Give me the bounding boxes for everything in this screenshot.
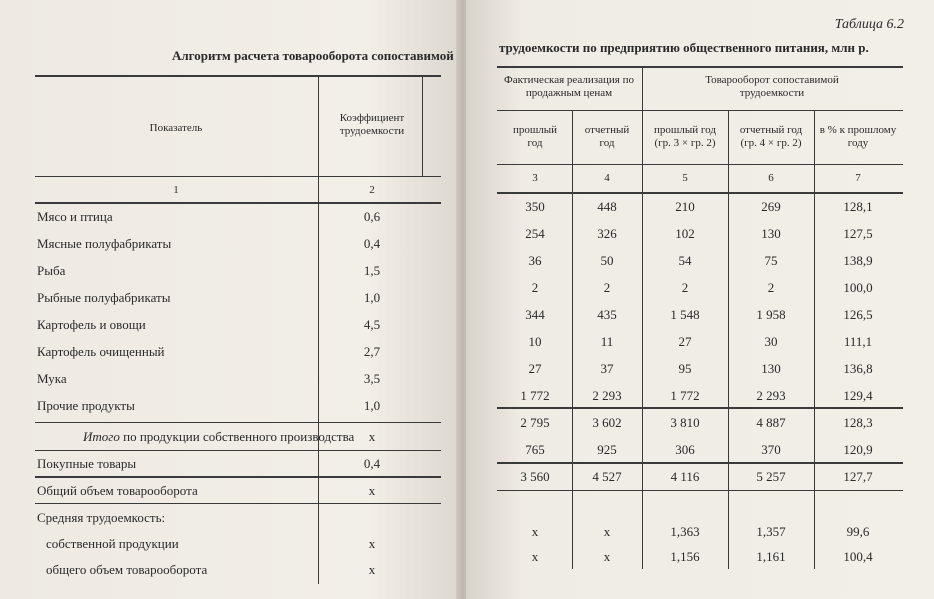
rule — [35, 75, 441, 77]
cell: 128,3 — [843, 415, 873, 430]
rule — [497, 164, 903, 165]
row-label: Картофель и овощи — [37, 317, 146, 332]
cell: 765 — [525, 442, 545, 457]
row-value: 0,6 — [363, 209, 381, 224]
subhead-3: прошлый год — [512, 124, 558, 149]
cell: 370 — [761, 442, 781, 457]
col-divider — [814, 111, 815, 569]
cell: 129,4 — [843, 388, 873, 403]
itogo-italic: Итого — [83, 429, 120, 444]
cell: 127,7 — [843, 469, 873, 484]
cell: 1 772 — [670, 388, 700, 403]
col-num-1: 1 — [173, 184, 179, 196]
cell: 128,1 — [843, 199, 873, 214]
itogo-rest: по продукции собственного производства — [123, 429, 355, 444]
row-value: 1,0 — [363, 398, 381, 413]
cell: 50 — [600, 253, 614, 268]
itogo-value: х — [368, 429, 376, 444]
cell: 37 — [600, 361, 614, 376]
header-group-sales: Фактическая реализация по продажным ценам — [504, 74, 634, 99]
col-num-7: 7 — [855, 172, 861, 184]
cell: 2 — [767, 280, 775, 295]
rule — [497, 407, 903, 409]
rule — [35, 176, 441, 177]
cell: 4 887 — [756, 415, 786, 430]
row-label: Прочие продукты — [37, 398, 135, 413]
cell: 27 — [528, 361, 542, 376]
cell: 1,161 — [756, 549, 786, 564]
cell: 54 — [678, 253, 692, 268]
subhead-6: отчетный год (гр. 4 × гр. 2) — [739, 124, 803, 149]
rule — [497, 490, 903, 491]
col-num-2: 2 — [369, 184, 375, 196]
header-group-comparable: Товарооборот сопоставимой трудоемкости — [705, 74, 839, 99]
cell: 10 — [528, 334, 542, 349]
cell: 1,156 — [670, 549, 700, 564]
subhead-4: отчетный год — [584, 124, 630, 149]
cell: 130 — [761, 226, 781, 241]
cell: х — [603, 549, 611, 564]
cell: 2 — [681, 280, 689, 295]
rule — [35, 422, 441, 423]
cell: 27 — [678, 334, 692, 349]
header-indicator: Показатель — [149, 122, 203, 134]
cell: 100,4 — [843, 549, 873, 564]
cell: 11 — [600, 334, 614, 349]
col-divider — [422, 76, 423, 176]
right-page — [466, 0, 934, 599]
rule — [35, 503, 441, 504]
subhead-7: в % к прошлому году — [819, 124, 897, 149]
cell: 1 548 — [670, 307, 700, 322]
cell: 3 810 — [670, 415, 700, 430]
row-value: 3,5 — [363, 371, 381, 386]
cell: 4 527 — [592, 469, 622, 484]
row-value: 2,7 — [363, 344, 381, 359]
cell: 326 — [597, 226, 617, 241]
cell: 75 — [764, 253, 778, 268]
rule — [35, 202, 441, 204]
cell: 2 293 — [756, 388, 786, 403]
cell: 3 602 — [592, 415, 622, 430]
sobstv-value: х — [368, 536, 376, 551]
cell: 127,5 — [843, 226, 873, 241]
cell: х — [531, 524, 539, 539]
cell: 3 560 — [520, 469, 550, 484]
rule — [497, 66, 903, 68]
cell: 210 — [675, 199, 695, 214]
col-num-3: 3 — [532, 172, 538, 184]
cell: 344 — [525, 307, 545, 322]
cell: 111,1 — [843, 334, 873, 349]
srednyaya-label: Средняя трудоемкость: — [37, 510, 166, 525]
cell: 30 — [764, 334, 778, 349]
pokupnye-value: 0,4 — [363, 456, 381, 471]
cell: 138,9 — [843, 253, 873, 268]
cell: 435 — [597, 307, 617, 322]
rule — [35, 450, 441, 451]
row-value: 1,5 — [363, 263, 381, 278]
obsh-obem-label: общего объем товарооборота — [46, 562, 208, 577]
cell: 136,8 — [843, 361, 873, 376]
subhead-5: прошлый год (гр. 3 × гр. 2) — [654, 124, 716, 149]
row-label: Мясо и птица — [37, 209, 113, 224]
cell: 2 795 — [520, 415, 550, 430]
row-label: Мясные полуфабрикаты — [37, 236, 172, 251]
row-label: Мука — [37, 371, 67, 386]
rule — [35, 476, 441, 478]
cell: 1 772 — [520, 388, 550, 403]
cell: 2 — [531, 280, 539, 295]
rule — [497, 192, 903, 194]
cell: х — [531, 549, 539, 564]
cell: х — [603, 524, 611, 539]
cell: 1 958 — [756, 307, 786, 322]
col-divider — [318, 76, 319, 584]
cell: 306 — [675, 442, 695, 457]
col-num-5: 5 — [682, 172, 688, 184]
itogo-label — [83, 430, 354, 443]
obshiy-value: х — [368, 483, 376, 498]
row-label: Рыбные полуфабрикаты — [37, 290, 171, 305]
col-num-4: 4 — [604, 172, 610, 184]
left-title: Алгоритм расчета товарооборота сопоставимой — [172, 48, 454, 63]
row-value: 1,0 — [363, 290, 381, 305]
cell: 1,357 — [756, 524, 786, 539]
col-num-6: 6 — [768, 172, 774, 184]
cell: 4 116 — [670, 469, 700, 484]
cell: 269 — [761, 199, 781, 214]
row-value: 0,4 — [363, 236, 381, 251]
cell: 36 — [528, 253, 542, 268]
cell: 102 — [675, 226, 695, 241]
left-page — [0, 0, 460, 599]
cell: 254 — [525, 226, 545, 241]
col-divider — [728, 111, 729, 569]
cell: 120,9 — [843, 442, 873, 457]
cell: 2 — [603, 280, 611, 295]
cell: 350 — [525, 199, 545, 214]
cell: 1,363 — [670, 524, 700, 539]
cell: 126,5 — [843, 307, 873, 322]
obshiy-label: Общий объем товарооборота — [37, 483, 198, 498]
cell: 130 — [761, 361, 781, 376]
rule — [497, 110, 903, 111]
row-label: Картофель очищенный — [37, 344, 165, 359]
row-label: Рыба — [37, 263, 66, 278]
sobstv-label: собственной продукции — [46, 536, 179, 551]
row-value: 4,5 — [363, 317, 381, 332]
rule — [497, 462, 903, 464]
cell: 5 257 — [756, 469, 786, 484]
cell: 448 — [597, 199, 617, 214]
cell: 95 — [678, 361, 692, 376]
table-number: Таблица 6.2 — [834, 17, 904, 32]
header-coefficient: Коэффициент трудоемкости — [339, 112, 405, 137]
cell: 100,0 — [843, 280, 873, 295]
cell: 925 — [597, 442, 617, 457]
obsh-obem-value: х — [368, 562, 376, 577]
cell: 99,6 — [846, 524, 870, 539]
col-divider — [572, 111, 573, 569]
cell: 2 293 — [592, 388, 622, 403]
col-divider — [642, 67, 643, 569]
right-title: трудоемкости по предприятию общественного питания, млн р. — [499, 40, 869, 55]
pokupnye-label: Покупные товары — [37, 456, 137, 471]
